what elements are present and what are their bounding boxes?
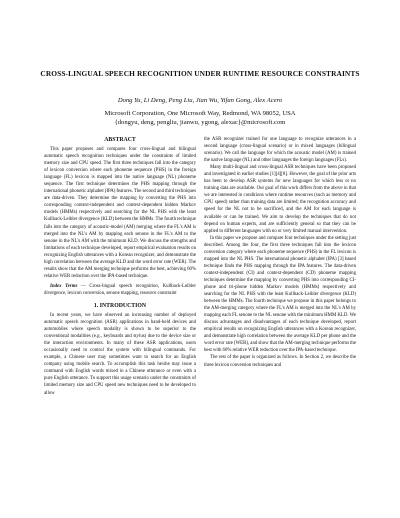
index-terms-text: — Cross-lingual speech recognition, Kullback-Leibler divergence, lexicon conversion, senone mapping, resource constraint xyxy=(44,283,196,296)
body-paragraph: In this paper we propose and compare four techniques under the setting just described. Among the four, the first three techniques fall into the lexicon conversion category where each phoneme sequence (PHS) in the FL lexicon is mapped into the NL PHS. The international phonetic alphabet (IPA) [3] based technique finds the PHS mapping through the IPA features. The data-driven context-independent (CI) and context-dependent (CD) phoneme mapping techniques determine the mapping by converting PHS into corresponding CI-phone and tri-phone hidden Markov models (HMMs) respectively and searching for the NL PHS with the least Kullback-Leibler divergence (KLD) between the HMMs. The fourth technique we propose in this paper belongs to the AM-merging category where the FL's AM is merged into the NL's AM by mapping each FL senone to the NL senone with the minimum HMM KLD. We discuss advantages and disadvantages of each technique developed, report empirical results on recognizing English utterances with a Korean recognizer, and demonstrate high correlation between the average KLD per phone and the word error rate (WER), and show that the AM-merging technique performs the best with 60% relative WER reduction over the IPA-based technique. xyxy=(204,235,356,354)
introduction-heading: 1. INTRODUCTION xyxy=(93,302,147,309)
paper-title: CROSS-LINGUAL SPEECH RECOGNITION UNDER RUNTIME RESOURCE CONSTRAINTS xyxy=(40,69,360,78)
abstract-heading: ABSTRACT xyxy=(104,137,136,143)
body-paragraph: Many multi-lingual and cross-lingual ASR techniques have been proposed and investigated in earlier studies [1][4][8]. However, the goal of the prior arts has been to develop ASR systems for new languages for which less or no training data are available. Our goal of this work differs from the above in that we are interested in conditions where runtime resources (such as memory and CPU speed) rather than training data are limited; the recognition accuracy and speed for the NL not to be sacrificed, and the AM for each language is available or can be trained. We aim to develop the techniques that do not depend on human experts, and are sufficiently general so that they can be applied to different languages with no or very limited manual intervention. xyxy=(204,165,356,234)
body-paragraph: the ASR recognizer trained for one language to recognize utterances in a second language (cross-lingual scenario) or in mixed languages (bilingual scenario). We call the language for which the acoustic model (AM) is trained the native language (NL) and other languages the foreign languages (FLs). xyxy=(204,137,356,164)
affiliation: Microsoft Corporation, One Microsoft Way, Redmond, WA 98052, USA xyxy=(104,110,296,117)
left-column xyxy=(44,136,196,518)
abstract-text: This paper proposes and compares four cross-lingual and bilingual automatic speech recognition techniques under the constraints of limited memory size and CPU speed. The first three techniques fall into the category of lexicon conversion where each phoneme sequence (PHS) in the foreign language (FL) lexicon is mapped into the native language (NL) phoneme sequence. The first technique determines the PHS mapping through the international phonetic alphabet (IPA) features. The second and third techniques are data-driven. They determine the mapping by converting the PHS into corresponding context-independent and context-dependent hidden Markov models (HMMs) respectively and searching for the NL PHS with the least Kullback-Leibler divergence (KLD) between the HMMs. The fourth technique falls into the category of acoustic-model (AM) merging where the FL's AM is merged into the NL's AM by mapping each senone in the FL's AM to the senone in the NL's AM with the minimum KLD. We discuss the strengths and limitations of each technique developed, report empirical evaluation results on recognizing English utterances with a Korean recognizer, and demonstrate the high correlation between the average KLD and the word error rate (WER). The results show that the AM merging technique performs the best, achieving 60% relative WER reduction over the IPA-based technique. xyxy=(44,147,196,279)
author-emails: {dongyu, deng, pengliu, jianwu, ygong, alexac}@microsoft.com xyxy=(114,118,286,126)
introduction-text: In recent years, we have observed an increasing number of deployed automatic speech recognition (ASR) applications in hand-held devices and automobiles where speech modality is shown to be superior to the conventional modalities (e.g., keyboards and stylus) due to the device size or the interaction environments. In many of these ASR applications, users occasionally need to control the system with bilingual commands. For example, a Chinese user may sometimes want to search for an English company using mobile search. To accomplish this task he/she may issue a command with English words mixed in a Chinese utterance or even with a pure English utterance. To support this usage scenario under the constraints of limited memory size and CPU speed new techniques need to be developed to allow xyxy=(44,312,196,396)
author-list: Dong Yu, Li Deng, Peng Liu, Jian Wu, Yifan Gong, Alex Acero xyxy=(117,97,283,104)
index-terms xyxy=(44,283,196,297)
index-terms-label: Index Terms xyxy=(50,283,78,289)
right-column xyxy=(204,136,356,518)
body-paragraph: The rest of the paper is organized as follows. In Section 2, we describe the three lexicon conversion techniques and xyxy=(204,355,356,368)
affiliation-block xyxy=(40,110,360,127)
